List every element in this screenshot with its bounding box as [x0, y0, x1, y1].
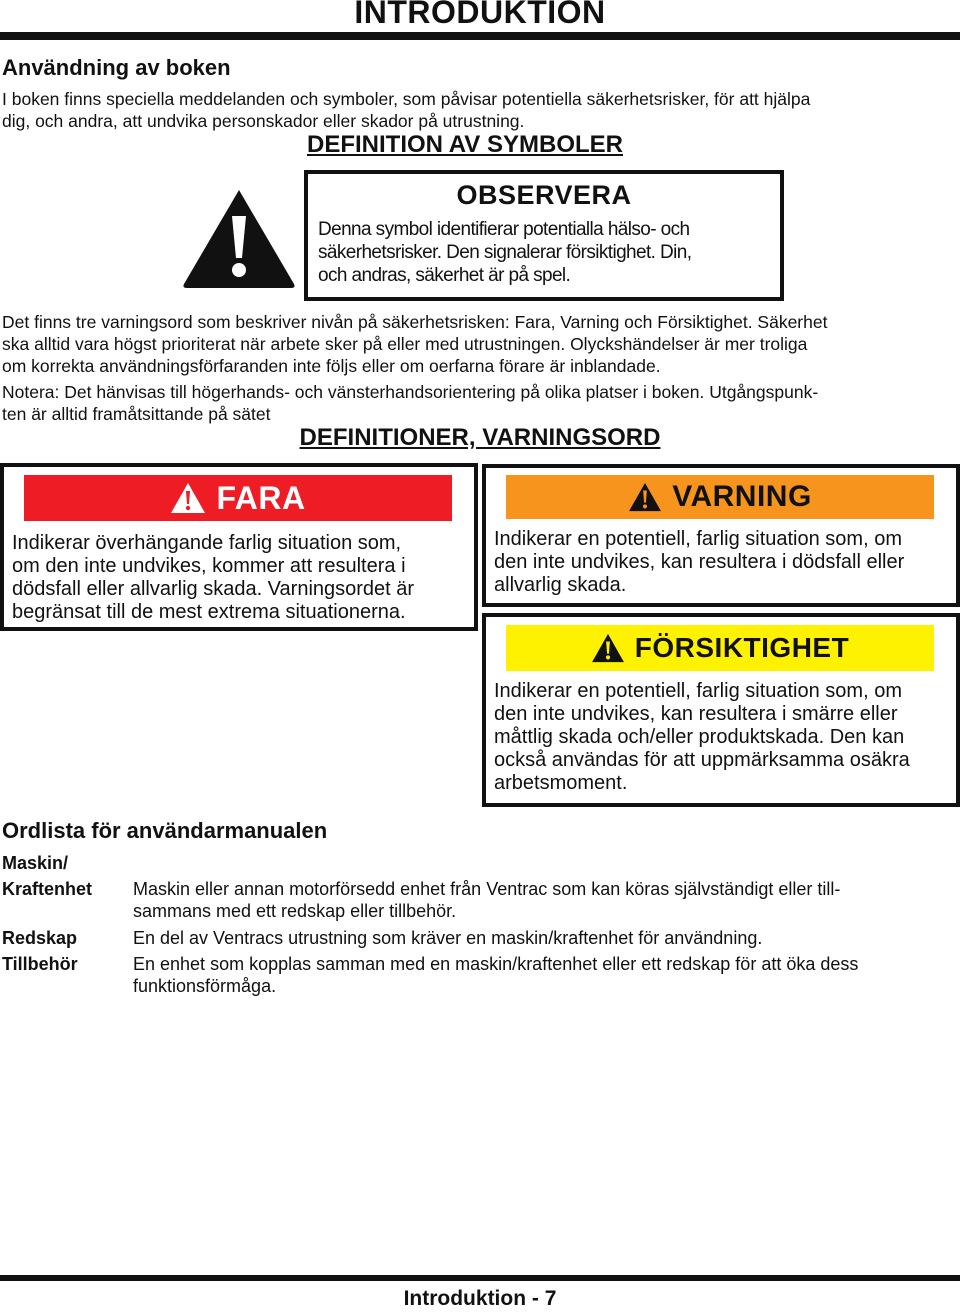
- glossary-term-redskap: Redskap: [2, 928, 78, 948]
- observera-box: [304, 170, 784, 301]
- observera-line-2: säkerhetsrisker. Den signalerar försiktighet. Din,: [318, 242, 692, 263]
- forsiktighet-box: [482, 613, 960, 807]
- intro-line-4: Notera: Det hänvisas till högerhands- och vänsterhandsorientering på olika platser i boken. Utgångspunk-: [2, 382, 819, 402]
- glossary-term-kraftenhet: Kraftenhet: [2, 879, 93, 899]
- symbols-heading: DEFINITION AV SYMBOLER: [306, 131, 623, 158]
- glossary-term-tillbehor: Tillbehör: [2, 954, 78, 974]
- glossary-heading: Ordlista för användarmanualen: [2, 818, 328, 843]
- forsiktighet-line-3: måttlig skada och/eller produktskada. Den kan: [494, 726, 905, 748]
- warning-triangle-icon: [170, 482, 206, 514]
- fara-line-1: Indikerar överhängande farlig situation som,: [12, 532, 402, 554]
- intro-line-3: om korrekta användningsförfaranden inte följs eller om oerfarna förare är inblandade.: [2, 356, 661, 376]
- varning-line-3: allvarlig skada.: [494, 574, 627, 596]
- observera-line-3: och andras, säkerhet är på spel.: [318, 265, 571, 286]
- glossary-def-tillbehor-line-2: funktionsförmåga.: [133, 976, 277, 996]
- observera-line-1: Denna symbol identifierar potentialla hälso- och: [318, 219, 690, 240]
- usage-line-1: I boken finns speciella meddelanden och symboler, som påvisar potentiella säkerhetsrisker, för att hjälpa: [2, 89, 811, 109]
- signal-words-heading: DEFINITIONER, VARNINGSORD: [299, 424, 661, 451]
- fara-line-2: om den inte undvikes, kommer att resultera i: [12, 555, 406, 577]
- forsiktighet-banner: [506, 625, 934, 671]
- fara-text: [12, 532, 414, 624]
- forsiktighet-line-2: den inte undvikes, kan resultera i smärre eller: [494, 703, 898, 725]
- fara-line-4: begränsat till de mest extrema situationerna.: [12, 601, 406, 623]
- intro-line-2: ska alltid vara högst prioriterat när arbete sker på eller med utrustningen. Olyckshändelser är mer troliga: [2, 334, 808, 354]
- glossary-def-maskin-line-1: Maskin eller annan motorförsedd enhet från Ventrac som kan köras självständigt eller till-: [133, 879, 841, 899]
- varning-label: VARNING: [672, 480, 812, 513]
- observera-title: OBSERVERA: [456, 180, 632, 210]
- forsiktighet-text: [494, 680, 910, 795]
- bottom-rule: [0, 1275, 960, 1281]
- page-number: Introduktion - 7: [403, 1287, 557, 1310]
- observera-text: [318, 218, 768, 287]
- varning-line-1: Indikerar en potentiell, farlig situation som, om: [494, 528, 902, 550]
- fara-banner: [24, 475, 452, 521]
- glossary-def-redskap: En del av Ventracs utrustning som kräver en maskin/kraftenhet för användning.: [133, 928, 763, 948]
- usage-heading: Användning av boken: [2, 55, 231, 80]
- forsiktighet-line-5: arbetsmoment.: [494, 772, 628, 794]
- fara-label: FARA: [216, 479, 306, 516]
- warning-triangle-icon: [180, 186, 298, 290]
- glossary-def-tillbehor-line-1: En enhet som kopplas samman med en maskin/kraftenhet eller ett redskap för att öka dess: [133, 954, 859, 974]
- forsiktighet-line-1: Indikerar en potentiell, farlig situation som, om: [494, 680, 902, 702]
- intro-line-1: Det finns tre varningsord som beskriver nivån på säkerhetsrisken: Fara, Varning och Försiktighet. Säkerhet: [2, 312, 828, 332]
- varning-text: [494, 528, 904, 597]
- fara-box: [0, 463, 478, 631]
- varning-box: [482, 464, 960, 607]
- warning-triangle-icon: [591, 633, 625, 663]
- intro-line-5: ten är alltid framåtsittande på sätet: [2, 404, 271, 424]
- glossary-term-maskin: Maskin/: [2, 853, 69, 873]
- forsiktighet-line-4: också användas för att uppmärksamma osäkra: [494, 749, 910, 771]
- warning-triangle-icon: [628, 482, 662, 512]
- varning-line-2: den inte undvikes, kan resultera i dödsfall eller: [494, 551, 905, 573]
- top-rule: [0, 32, 960, 40]
- fara-line-3: dödsfall eller allvarlig skada. Varningsordet är: [12, 578, 415, 600]
- forsiktighet-label: FÖRSIKTIGHET: [634, 632, 850, 663]
- page-title: INTRODUKTION: [354, 0, 606, 30]
- glossary-def-maskin-line-2: sammans med ett redskap eller tillbehör.: [133, 901, 457, 921]
- usage-line-2: dig, och andra, att undvika personskador eller skador på utrustning.: [2, 111, 525, 131]
- varning-banner: [506, 475, 934, 519]
